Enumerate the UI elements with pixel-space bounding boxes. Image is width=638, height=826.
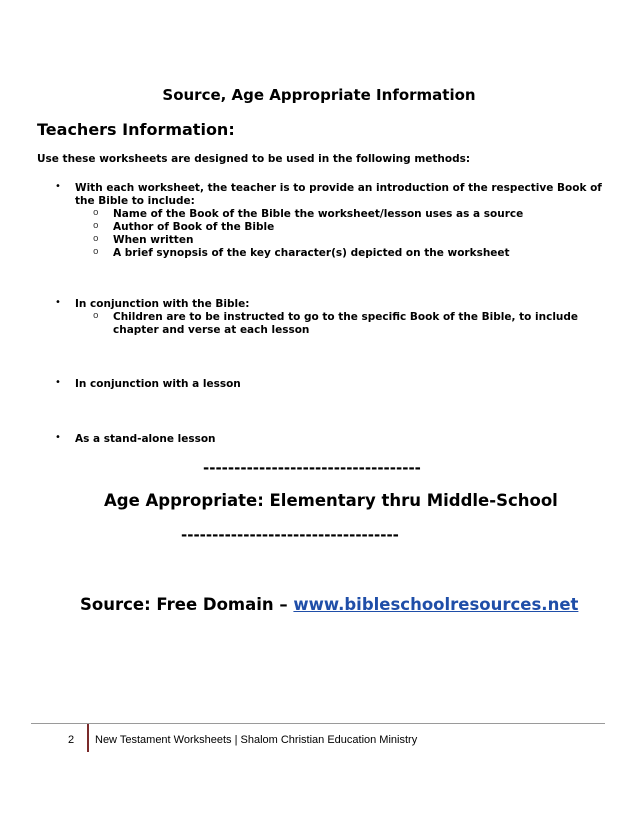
bullet-marker: •	[55, 432, 61, 443]
footer-page-box	[31, 724, 89, 752]
sub-bullet-marker: o	[93, 311, 99, 321]
sub-bullet-marker: o	[93, 247, 99, 257]
sub-bullet-marker: o	[93, 208, 99, 218]
list-item: In conjunction with a lesson	[75, 378, 241, 390]
intro-text: Use these worksheets are designed to be used in the following methods:	[37, 153, 471, 165]
source-link[interactable]: www.bibleschoolresources.net	[293, 595, 579, 614]
bullet-marker: •	[55, 181, 61, 192]
divider-bottom: -----------------------------------	[181, 526, 399, 544]
bullet-marker: •	[55, 297, 61, 308]
footer-text: New Testament Worksheets | Shalom Christian Education Ministry	[95, 734, 418, 746]
divider-top: -----------------------------------	[203, 459, 421, 477]
list-item-continued: the Bible to include:	[75, 195, 195, 207]
sub-list-item-continued: chapter and verse at each lesson	[113, 324, 310, 336]
sub-bullet-marker: o	[93, 234, 99, 244]
list-item: In conjunction with the Bible:	[75, 298, 250, 310]
sub-list-item: When written	[113, 234, 194, 246]
age-appropriate: Age Appropriate: Elementary thru Middle-School	[104, 491, 558, 510]
sub-list-item: A brief synopsis of the key character(s) depicted on the worksheet	[113, 247, 510, 259]
section-heading: Teachers Information:	[37, 120, 235, 139]
page-number: 2	[68, 734, 75, 746]
sub-list-item: Children are to be instructed to go to the specific Book of the Bible, to include	[113, 311, 579, 323]
sub-bullet-marker: o	[93, 221, 99, 231]
list-item: With each worksheet, the teacher is to provide an introduction of the respective Book of	[75, 182, 602, 194]
bullet-marker: •	[55, 377, 61, 388]
page-title: Source, Age Appropriate Information	[162, 86, 476, 104]
sub-list-item: Name of the Book of the Bible the worksheet/lesson uses as a source	[113, 208, 524, 220]
source-line	[80, 595, 578, 614]
footer-rule	[31, 723, 605, 724]
sub-list-item: Author of Book of the Bible	[113, 221, 275, 233]
source-label: Source: Free Domain –	[80, 595, 294, 614]
list-item: As a stand-alone lesson	[75, 433, 216, 445]
